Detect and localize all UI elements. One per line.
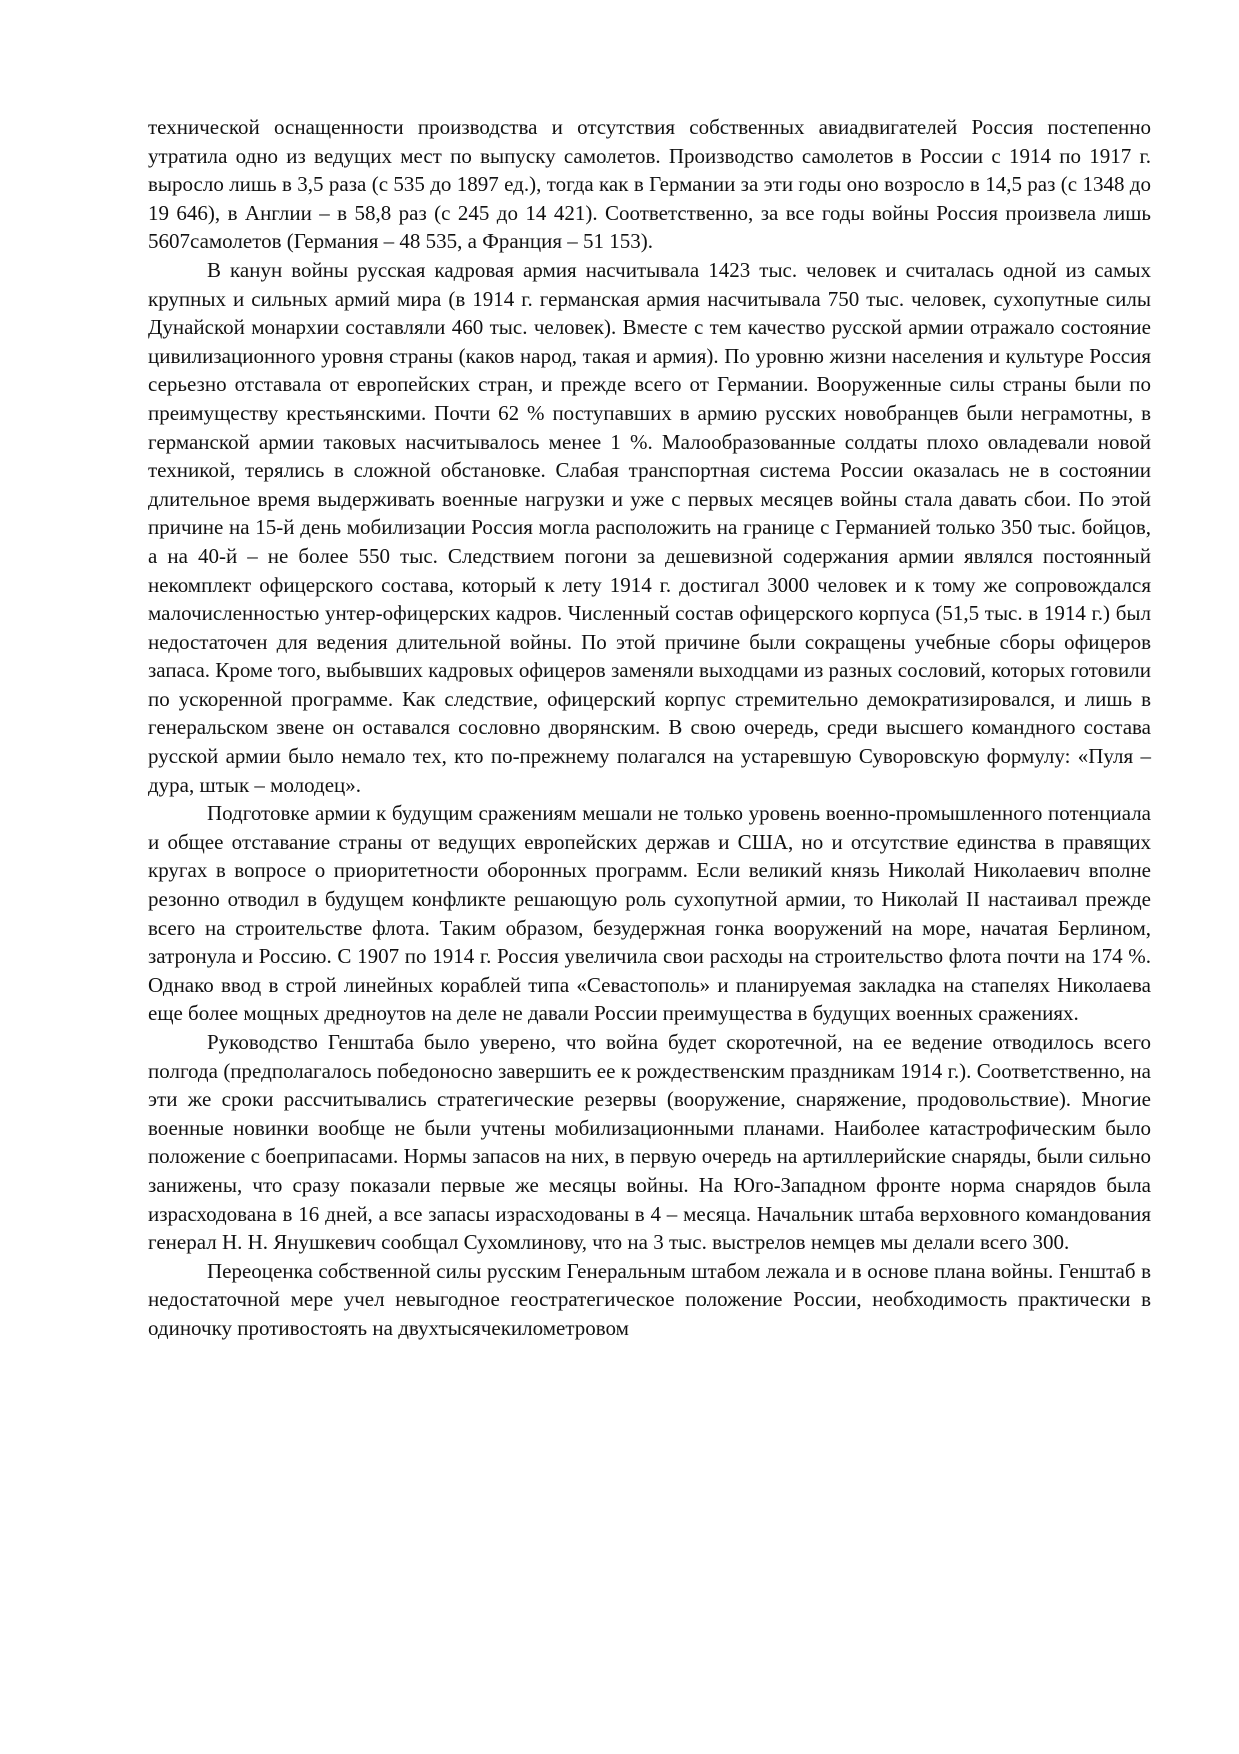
paragraph-army-strength: В канун войны русская кадровая армия насчитывала 1423 тыс. человек и считалась одной из самых крупных и сильных армий мира (в 1914 г. германская армия насчитывала 750 тыс. человек, сухопутные силы Дунайской монархии составляли 460 тыс. человек). Вместе с тем качество русской армии отражало состояние цивилизационного уровня страны (каков народ, такая и армия). По уровню жизни населения и культуре Россия серьезно отставала от европейских стран, и прежде всего от Германии. Вооруженные силы страны были по преимуществу крестьянскими. Почти 62 % поступавших в армию русских новобранцев были неграмотны, в германской армии таковых насчитывалось менее 1 %. Малообразованные солдаты плохо овладевали новой техникой, терялись в сложной обстановке. Слабая транспортная система России оказалась не в состоянии длительное время выдерживать военные нагрузки и уже с первых месяцев войны стала давать сбои. По этой причине на 15-й день мобилизации Россия могла расположить на границе с Германией только 350 тыс. бойцов, а на 40-й – не более 550 тыс. Следствием погони за дешевизной содержания армии являлся постоянный некомплект офицерского состава, который к лету 1914 г. достигал 3000 человек и к тому же сопровождался малочисленностью унтер-офицерских кадров. Численный состав офицерского корпуса (51,5 тыс. в 1914 г.) был недостаточен для ведения длительной войны. По этой причине были сокращены учебные сборы офицеров запаса. Кроме того, выбывших кадровых офицеров заменяли выходцами из разных сословий, которых готовили по ускоренной программе. Как следствие, офицерский корпус стремительно демократизировался, и лишь в генеральском звене он оставался сословно дворянским. В свою очередь, среди высшего командного состава русской армии было немало тех, кто по-прежнему полагался на устаревшую Суворовскую формулу: «Пуля – дура, штык – молодец».	[148, 257, 1151, 797]
paragraph-aviation-production: технической оснащенности производства и отсутствия собственных авиадвигателей Россия постепенно утратила одно из ведущих мест по выпуску самолетов. Производство самолетов в России с 1914 по 1917 г. выросло лишь в 3,5 раза (с 535 до 1897 ед.), тогда как в Германии за эти годы оно возросло в 14,5 раз (с 1348 до 19 646), в Англии – в 58,8 раз (с 245 до 14 421). Соответственно, за все годы войны Россия произвела лишь 5607самолетов (Германия – 48 535, а Франция – 51 153).	[148, 115, 1151, 254]
paragraph-general-staff-plans: Руководство Генштаба было уверено, что война будет скоротечной, на ее ведение отводилось всего полгода (предполагалось победоносно завершить ее к рождественским праздникам 1914 г.). Соответственно, на эти же сроки рассчитывались стратегические резервы (вооружение, снаряжение, продовольствие). Многие военные новинки вообще не были учтены мобилизационными планами. Наиболее катастрофическим было положение с боеприпасами. Нормы запасов на них, в первую очередь на артиллерийские снаряды, были сильно занижены, что сразу показали первые же месяцы войны. На Юго-Западном фронте норма снарядов была израсходована в 16 дней, а все запасы израсходованы в 4 – месяца. Начальник штаба верховного командования генерал Н. Н. Янушкевич сообщал Сухомлинову, что на 3 тыс. выстрелов немцев мы делали всего 300.	[148, 1030, 1151, 1255]
paragraph-military-preparation: Подготовке армии к будущим сражениям мешали не только уровень военно-промышленного потенциала и общее отставание страны от ведущих европейских держав и США, но и отсутствие единства в правящих кругах в вопросе о приоритетности оборонных программ. Если великий князь Николай Николаевич вполне резонно отводил в будущем конфликте решающую роль сухопутной армии, то Николай II настаивал прежде всего на строительстве флота. Таким образом, безудержная гонка вооружений на море, начатая Берлином, затронула и Россию. С 1907 по 1914 г. Россия увеличила свои расходы на строительство флота почти на 174 %. Однако ввод в строй линейных кораблей типа «Севастополь» и планируемая закладка на стапелях Николаева еще более мощных дредноутов на деле не давали России преимущества в будущих военных сражениях.	[148, 801, 1151, 1026]
paragraph-war-plan-overestimation: Переоценка собственной силы русским Генеральным штабом лежала и в основе плана войны. Генштаб в недостаточной мере учел невыгодное геостратегическое положение России, необходимость практически в одиночку противостоять на двухтысячекилометровом	[148, 1258, 1151, 1340]
document-page	[148, 113, 1151, 1343]
